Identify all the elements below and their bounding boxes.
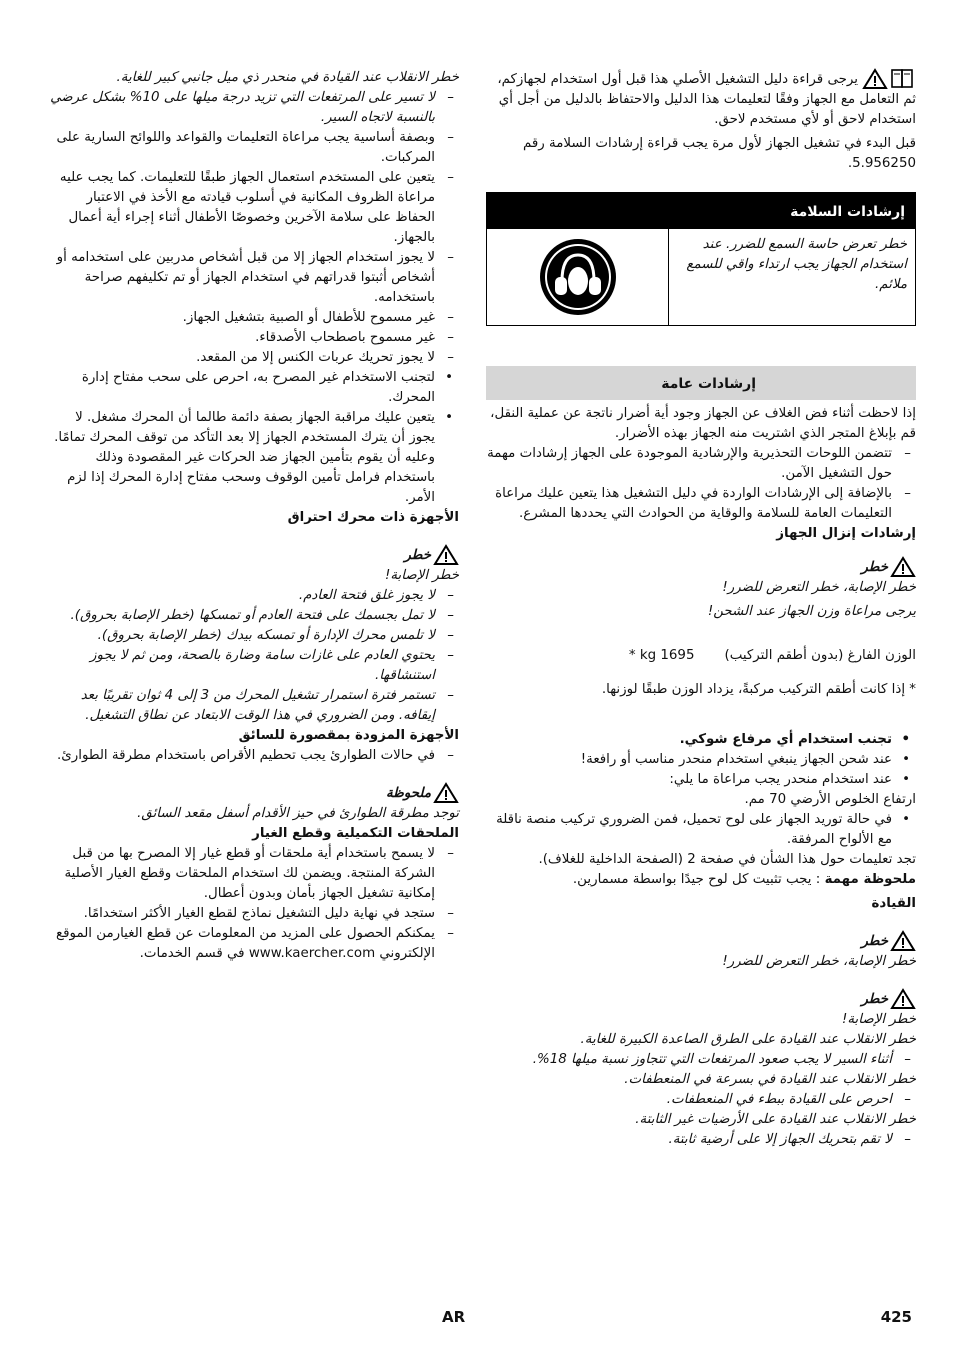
weight-row <box>486 646 916 666</box>
driving-title: القيادة <box>871 896 916 911</box>
list-item: – تستمر فترة استمرار تشغيل المحرك من 3 إلى 4 ثوان تقريبًا بعد إيقافه. ومن الضروري في هذا الوقت الابتعاد عن نطاق التشغيل. <box>49 686 459 726</box>
important-note: ملحوظة مهمة : يجب تثبيت كل لوح جيدًا بواسطة مسمارين. <box>572 872 916 887</box>
list-item: – لا يسمح باستخدام أية ملحقات أو قطع غيار إلا المصرح بها من قبل الشركة المنتجة. ويضمن لك استخدام الملحقات وقطع الغيار الأصلية إمكانية تشغيل الجهاز بأمان وبدون أعطال. <box>49 844 459 904</box>
safety-title: إرشادات السلامة <box>487 193 915 229</box>
page-number: 425 <box>880 1308 912 1326</box>
footer-language: AR <box>442 1308 466 1326</box>
list-item: – غير مسموح للأطفال أو الصبية بتشغيل الجهاز. <box>49 308 459 328</box>
book-icon <box>890 68 916 90</box>
warning-triangle-icon <box>890 988 916 1010</box>
danger-text: خطر الإصابة! <box>385 568 459 583</box>
danger-text: يرجى مراعاة وزن الجهاز عند الشحن! <box>707 604 916 619</box>
danger-heading: خطر <box>486 980 916 1010</box>
weight-value: 1695 kg * <box>628 648 695 663</box>
list-item: – ستجد في نهاية دليل التشغيل نماذج لقطع الغيار الأكثر استخدامًا. <box>49 904 459 924</box>
list-item: – أثناء السير لا يجب صعود المرتفعات التي تتجاوز نسبة ميلها 18%. <box>486 1050 916 1070</box>
weight-note: * إذا كانت أطقم التركيب مركبةً، يزداد الوزن طبقًا لوزنها. <box>601 682 916 697</box>
intro-paragraph: يرجى قراءة دليل التشغيل الأصلي هذا قبل أول استخدام لجهازكم، ثم التعامل مع الجهاز وفقًا لتعليمات هذا الدليل والاحتفاظ بالدليل من أجل أي استخدام لاحق أو لأي مستخدم لاحق. <box>486 68 916 130</box>
note-heading: ملحوظة <box>49 774 459 804</box>
list-item: – غير مسموح باصطحاب الأصدقاء. <box>49 328 459 348</box>
warning-triangle-icon <box>890 930 916 952</box>
list-item: – لا تسير على المرتفعات التي تزيد درجة ميلها على 10% بشكل عرضي بالنسبة لاتجاه السير. <box>49 88 459 128</box>
right-column <box>486 68 916 1150</box>
list-item: • في حالة توريد الجهاز على لوح تحميل، فمن الضروري تركيب منصة ناقلة مع الألواح المرفقة. <box>486 810 916 850</box>
danger-text: خطر الانقلاب عند القيادة على الطرق الصاعدة الكبيرة للغاية. <box>580 1032 916 1047</box>
danger-text: خطر الإصابة، خطر التعرض للضرر! <box>722 580 916 595</box>
danger-text: خطر الانقلاب عند القيادة في منحدر ذي ميل جانبي كبير للغاية. <box>116 70 459 85</box>
safety-hearing-text: خطر تعرض حاسة السمع للضرر. عند استخدام الجهاز يجب ارتداء واقي للسمع ملائم. <box>668 229 915 325</box>
note-text: توجد مطرقة الطوارئ في حيز الأقدام أسفل مقعد السائق. <box>137 806 459 821</box>
list-item: – يمكنكم الحصول على المزيد من المعلومات عن قطع الغيارمن الموقع الإلكتروني www.kaercher.com في قسم الخدمات. <box>49 924 459 964</box>
list-item: – بالإضافة إلى الإرشادات الواردة في دليل التشغيل هذا يتعين عليك مراعاة التعليمات العامة للسلامة والوقاية من الحوادث التي يحددها المشرع. <box>486 484 916 524</box>
danger-heading: خطر <box>49 536 459 566</box>
list-item: – لا يجوز تحريك عربات الكنس إلا من المقعد. <box>49 348 459 368</box>
list-item: – لا يجوز استخدام الجهاز إلا من قبل أشخاص مدربين على استخدامه أو أشخاص أثبتوا قدراتهم في استخدام الجهاز أو تم تكليفهم صراحة باستخدامه. <box>49 248 459 308</box>
list-item: – لا تلمس محرك الإدارة أو تمسكه بيدك (خطر الإصابة بحروق). <box>49 626 459 646</box>
combustion-title: الأجهزة ذات محرك احتراق <box>287 510 459 525</box>
clearance-text: ارتفاع الخلوص الأرضي 70 مم. <box>744 792 916 807</box>
safety-instructions-box <box>486 192 916 326</box>
list-item: • عند استخدام منحدر يجب مراعاة ما يلي: <box>486 770 916 790</box>
instructions-ref: تجد تعليمات حول هذا الشأن في صفحة 2 (الصفحة الداخلية للغلاف). <box>538 852 916 867</box>
list-item: – في حالات الطوارئ يجب تحطيم الأقراص باستخدام مطرقة الطوارئ. <box>49 746 459 766</box>
manual-warning-icons <box>862 68 916 90</box>
warning-triangle-icon <box>433 782 459 804</box>
list-item: – يتعين على المستخدم استعمال الجهاز طبقًا للتعليمات. كما يجب عليه مراعاة الظروف المكانية في أسلوب قيادته مع الأخذ في الاعتبار الحفاظ على سلامة الآخرين وخصوصًا الأطفال أثناء إجراء أية أعمال بالجهاز. <box>49 168 459 248</box>
accessories-title: الملحقات التكميلية وقطع الغيار <box>252 826 459 841</box>
intro-paragraph-2: قبل البدء في تشغيل الجهاز لأول مرة يجب قراءة إرشادات السلامة رقم 5.956250. <box>522 136 916 171</box>
weight-label: الوزن الفارغ (بدون أطقم التركيب) <box>724 648 916 663</box>
unload-title: إرشادات إنزال الجهاز <box>776 526 916 541</box>
left-column <box>49 68 459 964</box>
list-item: – لا يجوز غلق فتحة العادم. <box>49 586 459 606</box>
list-item: • عند شحن الجهاز ينبغي استخدام منحدر مناسب أو رافعة! <box>486 750 916 770</box>
danger-heading: خطر <box>486 548 916 578</box>
list-item: – لا تمل بجسمك على فتحة العادم أو تمسكها (خطر الإصابة بحروق). <box>49 606 459 626</box>
general-paragraph: إذا لاحظت أثناء فض الغلاف عن الجهاز وجود أية أضرار ناتجة عن عملية النقل، قم بإبلاغ المتجر الذي اشتريت منه الجهاز بهذه الأضرار. <box>490 406 916 441</box>
danger-text: خطر الانقلاب عند القيادة على الأرضيات غير الثابتة. <box>635 1112 916 1127</box>
list-item: • يتعين عليك مراقبة الجهاز بصفة دائمة طالما أن المحرك مشغل. لا يجوز أن يترك المستخدم الجهاز إلا بعد التأكد من توقف المحرك تمامًا. وعليه أن يقوم بتأمين الجهاز ضد الحركات غير المقصودة وذلك باستخدام فرامل تأمين الوقوف وسحب مفتاح إدارة المحرك إذا لزم الأمر. <box>49 408 459 508</box>
list-item: • تجنب استخدام أي مرفاع شوكي. <box>486 730 916 750</box>
list-item: – لا تقم بتحريك الجهاز إلا على أرضية ثابتة. <box>486 1130 916 1150</box>
danger-text: خطر الإصابة! <box>842 1012 916 1027</box>
list-item: • لتجنب الاستخدام غير المصرح به، احرص على سحب مفتاح إدارة المحرك. <box>49 368 459 408</box>
warning-triangle-icon <box>433 544 459 566</box>
warning-triangle-icon <box>890 556 916 578</box>
danger-heading: خطر <box>486 922 916 952</box>
list-item: – تتضمن اللوحات التحذيرية والإرشادية الموجودة على الجهاز إرشادات مهمة حول التشغيل الآمن. <box>486 444 916 484</box>
list-item: – احرص على القيادة ببطء في المنعطفات. <box>486 1090 916 1110</box>
cabin-title: الأجهزة المزودة بمقصورة للسائق <box>238 728 459 743</box>
danger-text: خطر الانقلاب عند القيادة في بسرعة في المنعطفات. <box>624 1072 916 1087</box>
list-item: – وبصفة أساسية يجب مراعاة التعليمات والقواعد واللوائح السارية على المركبات. <box>49 128 459 168</box>
list-item: – يحتوي العادم على غازات سامة وضارة بالصحة، ومن ثم لا يجوز استنشاقها. <box>49 646 459 686</box>
general-instructions-title: إرشادات عامة <box>486 366 916 400</box>
warning-triangle-icon <box>862 68 888 90</box>
danger-text: خطر الإصابة، خطر التعرض للضرر! <box>722 954 916 969</box>
ear-protection-icon <box>487 229 668 325</box>
